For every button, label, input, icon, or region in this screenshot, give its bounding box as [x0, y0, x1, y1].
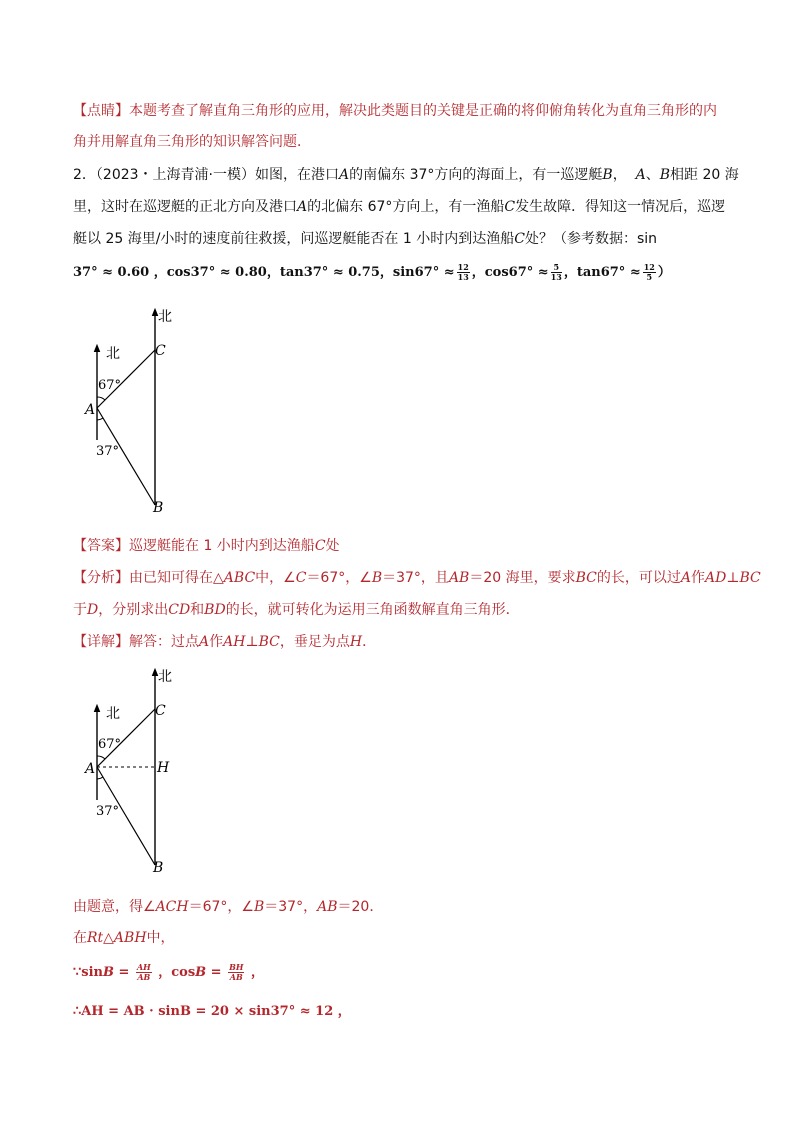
var-B: B — [602, 167, 613, 183]
solution-text: ＝67°，∠ — [188, 899, 254, 915]
analysis-tag: 【分析】 — [73, 570, 129, 586]
solution-text: ，cos — [158, 965, 196, 980]
frac-den: AB — [137, 972, 151, 982]
problem-text: 相距 20 海 — [670, 167, 739, 183]
analysis-text: ＝37°，且 — [382, 570, 449, 586]
var-C: C — [504, 199, 516, 215]
var-B: B — [371, 570, 383, 586]
problem-line-1 — [73, 166, 739, 184]
analysis-text: 由已知可得在△ — [129, 570, 224, 586]
comment-text-1: 本题考查了解直角三角形的应用，解决此类题目的关键是正确的将仰俯角转化为直角三角形的内 — [129, 103, 717, 119]
detail-tag: 【详解】 — [73, 634, 129, 650]
var-B: B — [253, 899, 265, 915]
analysis-text: 的长，就可转化为运用三角函数解直角三角形． — [225, 602, 520, 618]
frac-num: BH — [229, 962, 244, 972]
problem-line-2 — [73, 198, 725, 216]
comment-text-2: 角并用解直角三角形的知识解答问题． — [73, 134, 311, 150]
north-label-port: 北 — [106, 346, 120, 362]
var-C: C — [314, 538, 326, 554]
var-A: A — [297, 199, 308, 215]
var-A: A — [199, 634, 210, 650]
angle-arc-37 — [97, 418, 103, 420]
var-ACH: ACH — [155, 899, 189, 915]
analysis-text: ，分别求出 — [98, 602, 169, 618]
var-A: A — [635, 167, 646, 183]
point-A-label: A — [85, 402, 96, 418]
var-AH-perp-BC: AH⊥BC — [223, 634, 280, 650]
figure-2 — [80, 660, 200, 880]
problem-text: 的南偏东 37°方向的海面上，有一巡逻艇 — [349, 167, 603, 183]
solution-line-1 — [73, 898, 383, 916]
angle-arc-67 — [97, 397, 105, 400]
var-AD-perp-BC: AD⊥BC — [705, 570, 761, 586]
angle-67-label: 67° — [98, 737, 122, 752]
var-AB: AB — [317, 899, 338, 915]
comment-line-2 — [73, 133, 311, 151]
point-C-label: C — [155, 703, 166, 719]
answer-tag: 【答案】 — [73, 538, 129, 554]
comment-line-1 — [73, 102, 717, 120]
solution-text: 中， — [146, 930, 175, 946]
fraction-12-5 — [643, 263, 656, 282]
frac-num: AH — [136, 962, 151, 972]
angle-arc-37 — [97, 777, 103, 779]
problem-text: 发生故障．得知这一情况后，巡逻 — [515, 199, 726, 215]
ref-text: ，cos67° ≈ — [471, 265, 549, 280]
answer-text: 巡逻艇能在 1 小时内到达渔船 — [129, 538, 315, 554]
solution-text: ＝20． — [337, 899, 384, 915]
analysis-text: ＝20 海里，要求 — [469, 570, 576, 586]
detail-text: 解答：过点 — [129, 634, 199, 650]
point-C-label: C — [155, 343, 166, 359]
solution-text: 在 — [73, 930, 87, 946]
answer-text: 处 — [325, 538, 340, 554]
fraction-12-13 — [457, 263, 470, 282]
analysis-line-1 — [73, 569, 761, 587]
frac-den: AB — [229, 972, 243, 982]
figure-1 — [80, 300, 200, 520]
var-B: B — [195, 965, 207, 980]
north-label-ship: 北 — [158, 309, 172, 325]
frac-num: 12 — [457, 262, 469, 272]
solution-line-3: ∵sinB = $\frac{AH}{AB}$ ，cosB = $\frac{BH}{AB}$ ， — [73, 962, 264, 982]
solution-text: ∵sin — [73, 965, 103, 980]
problem-text: ， — [612, 167, 627, 183]
ref-text: ，tan67° ≈ — [563, 265, 641, 280]
angle-67-label: 67° — [98, 378, 122, 393]
frac-num: 12 — [643, 262, 655, 272]
problem-line-3 — [73, 230, 657, 248]
solution-text: ， — [250, 965, 264, 980]
var-BC: BC — [575, 570, 597, 586]
var-BD: BD — [204, 602, 226, 618]
problem-text: 的北偏东 67°方向上，有一渔船 — [307, 199, 505, 215]
problem-text: 2．（2023・上海青浦·一模）如图，在港口 — [73, 167, 339, 183]
angle-arc-67 — [97, 756, 105, 759]
fraction-BH-AB — [228, 963, 244, 982]
detail-text: ，垂足为点 — [279, 634, 350, 650]
problem-text: 艇以 25 海里/小时的速度前往救援，问巡逻艇能否在 1 小时内到达渔船 — [73, 231, 515, 247]
solution-text: 由题意，得∠ — [73, 899, 156, 915]
frac-den: 5 — [646, 272, 653, 282]
solution-text: ∴AH = AB · sinB = 20 × sin37° ≈ 12 ， — [73, 1004, 351, 1019]
detail-text: ． — [362, 634, 377, 650]
var-H: H — [349, 634, 363, 650]
analysis-text: 中，∠ — [255, 570, 296, 586]
solution-text: ＝37°， — [264, 899, 318, 915]
solution-line-4 — [73, 1003, 351, 1021]
point-B-label: B — [153, 860, 164, 876]
frac-den: 13 — [550, 272, 562, 282]
analysis-text: ＝67°，∠ — [306, 570, 372, 586]
north-label-port: 北 — [106, 706, 120, 722]
analysis-text: 的长，可以过 — [596, 570, 681, 586]
ref-text: 37° ≈ 0.60 ，cos37° ≈ 0.80，tan37° ≈ 0.75，sin67° ≈ — [73, 265, 455, 280]
analysis-text: 作 — [691, 570, 705, 586]
problem-text: 、 — [645, 167, 660, 183]
angle-37-label: 37° — [96, 444, 120, 459]
var-Rt-ABH: Rt△ABH — [87, 930, 147, 946]
reference-data — [73, 263, 671, 282]
ref-text: ） — [657, 265, 671, 280]
solution-line-2 — [73, 929, 175, 947]
fraction-5-13 — [551, 263, 562, 282]
var-B: B — [102, 965, 114, 980]
point-B-label: B — [153, 500, 164, 516]
var-A: A — [680, 570, 691, 586]
var-AB: AB — [448, 570, 470, 586]
answer-line — [73, 537, 340, 555]
var-C: C — [514, 231, 525, 247]
problem-text: 里，这时在巡逻艇的正北方向及港口 — [73, 199, 297, 215]
analysis-line-2 — [73, 601, 520, 619]
var-CD: CD — [168, 602, 191, 618]
comment-tag: 【点睛】 — [73, 103, 129, 119]
detail-line — [73, 633, 376, 651]
var-A: A — [339, 167, 350, 183]
analysis-text: 于 — [73, 602, 87, 618]
point-H-label: H — [157, 760, 170, 776]
fraction-AH-AB — [136, 963, 152, 982]
north-label-ship: 北 — [158, 669, 172, 685]
detail-text: 作 — [209, 634, 224, 650]
var-C: C — [295, 570, 307, 586]
var-ABC: ABC — [223, 570, 256, 586]
var-D: D — [87, 602, 99, 618]
point-A-label: A — [85, 761, 96, 777]
angle-37-label: 37° — [96, 804, 120, 819]
var-B: B — [659, 167, 671, 183]
frac-num: 5 — [551, 263, 562, 273]
frac-den: 13 — [457, 272, 469, 282]
problem-text: 处？（参考数据：sin — [524, 231, 658, 247]
analysis-text: 和 — [190, 602, 205, 618]
